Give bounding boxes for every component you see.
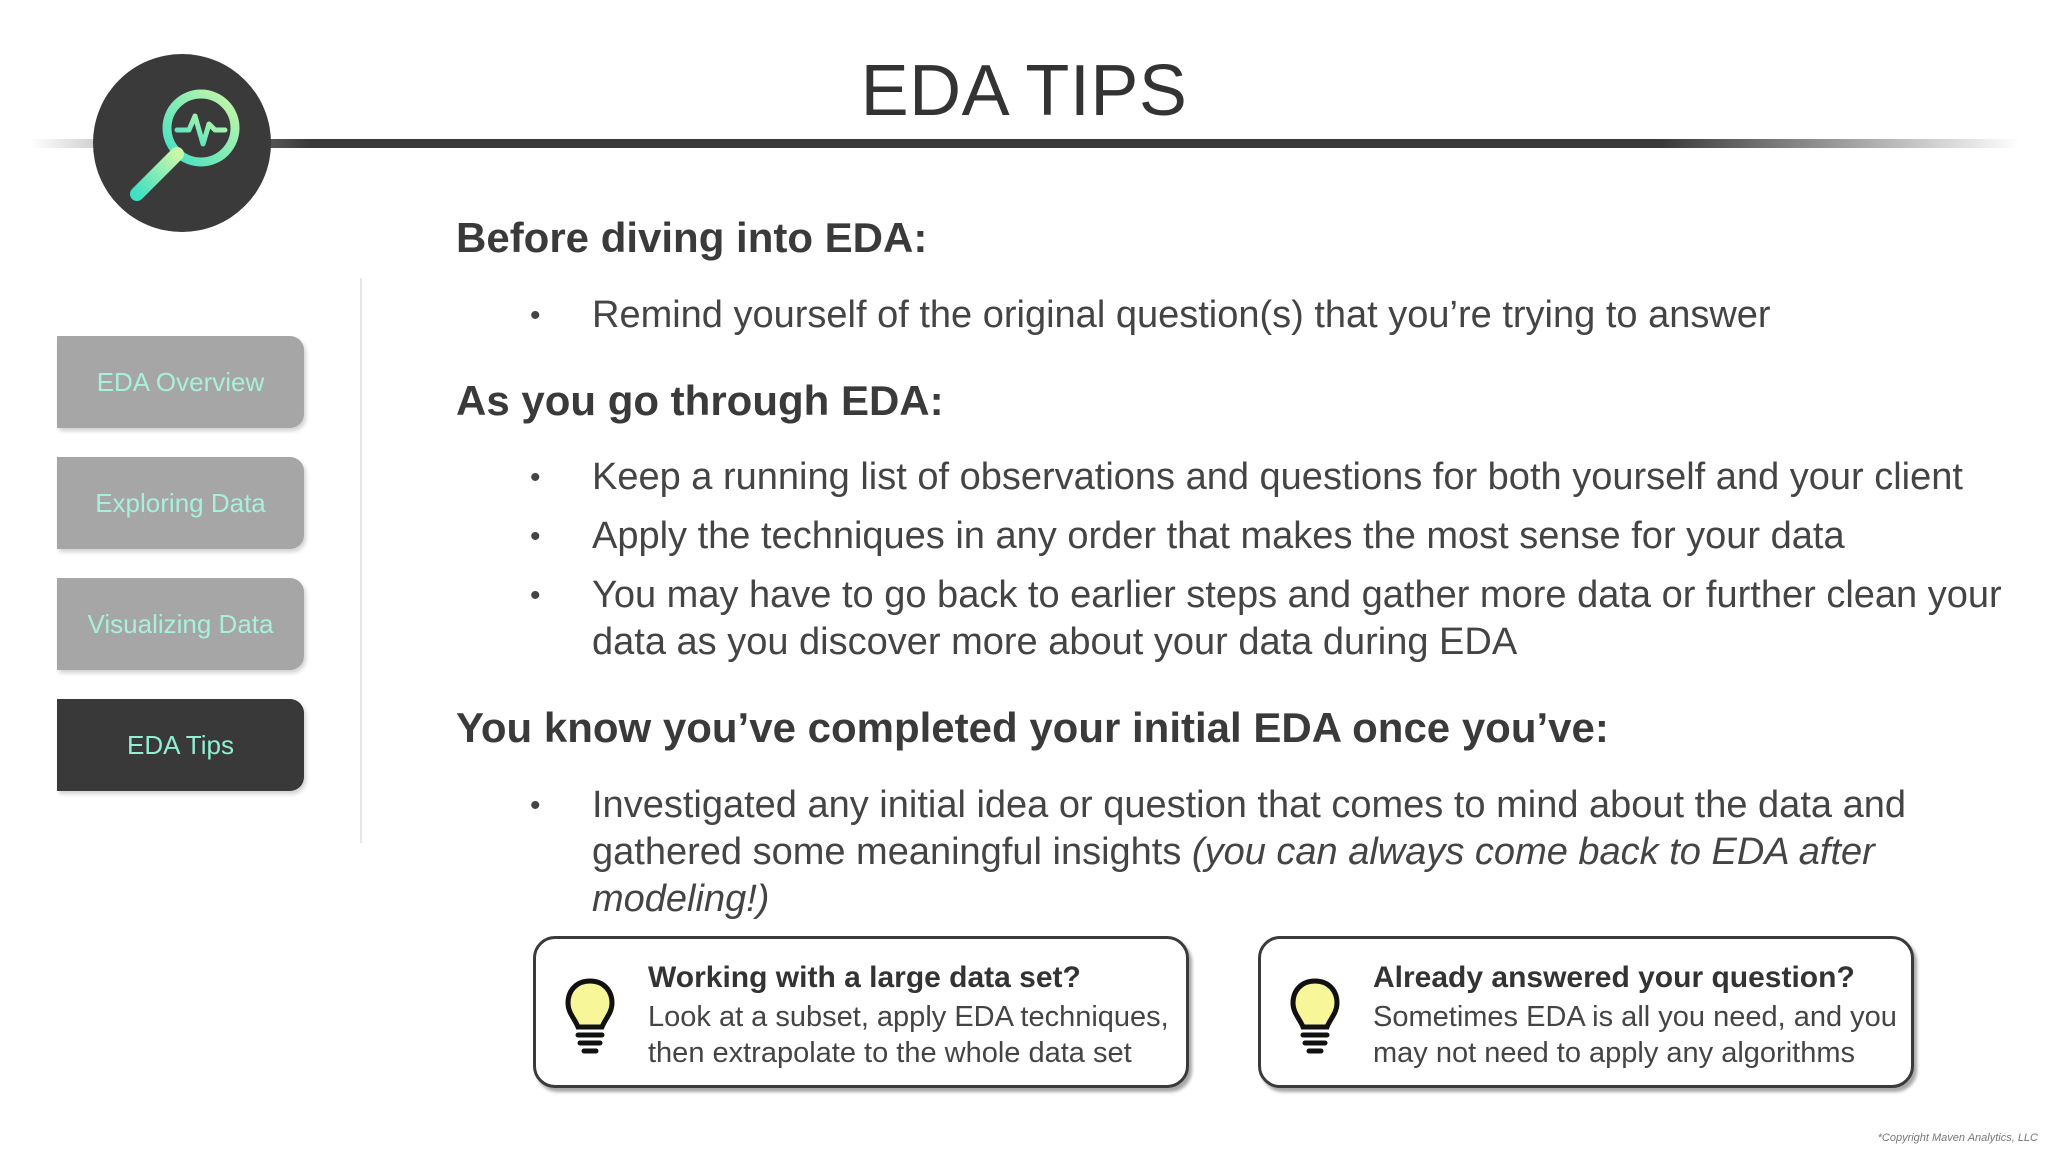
section-heading: You know you’ve completed your initial EDA once you’ve: xyxy=(456,704,1609,751)
sidebar-item-label: Exploring Data xyxy=(95,487,266,518)
tip-body: Sometimes EDA is all you need, and you may not need to apply any algorithms xyxy=(1373,1001,1897,1069)
bullet-list xyxy=(530,454,2010,678)
bullet-list xyxy=(530,782,2010,935)
sidebar-divider xyxy=(360,278,362,843)
sidebar-item-label: EDA Tips xyxy=(127,729,234,760)
italic-note: (you can always come back to EDA after modeling!) xyxy=(592,831,1875,920)
logo xyxy=(93,54,271,232)
tip-body: Look at a subset, apply EDA techniques, then extrapolate to the whole data set xyxy=(648,1001,1169,1069)
tip-card-large-data xyxy=(533,936,1189,1088)
sidebar-item-eda-tips[interactable] xyxy=(57,699,304,791)
sidebar-item-label: EDA Overview xyxy=(96,366,265,397)
lightbulb-icon xyxy=(564,977,616,1055)
sidebar-item-label: Visualizing Data xyxy=(87,608,274,639)
list-item: • Investigated any initial idea or question that comes to mind about the data and gathered some meaningful insights (you can always come back to EDA after modeling!) xyxy=(530,784,1906,920)
tip-title: Already answered your question? xyxy=(1373,961,1855,994)
bullet-list xyxy=(530,292,2010,351)
list-item: • Apply the techniques in any order that makes the most sense for your data xyxy=(530,515,1845,557)
sidebar-item-exploring-data[interactable] xyxy=(57,457,304,549)
list-item: • Keep a running list of observations and questions for both yourself and your client xyxy=(530,456,1963,498)
section-heading: As you go through EDA: xyxy=(456,377,944,424)
copyright-note: *Copyright Maven Analytics, LLC xyxy=(1877,1132,2038,1144)
page-title: EDA TIPS xyxy=(860,51,1188,131)
list-item: • You may have to go back to earlier steps and gather more data or further clean your data as you discover more about your data during EDA xyxy=(530,574,2002,663)
sidebar-item-visualizing-data[interactable] xyxy=(57,578,304,670)
list-item: • Remind yourself of the original question(s) that you’re trying to answer xyxy=(530,294,1771,336)
title-divider xyxy=(30,139,2020,148)
sidebar-item-eda-overview[interactable] xyxy=(57,336,304,428)
magnifier-pulse-icon xyxy=(93,54,271,232)
tip-card-answered-question xyxy=(1258,936,1914,1088)
section-heading: Before diving into EDA: xyxy=(456,214,928,261)
lightbulb-icon xyxy=(1289,977,1341,1055)
tip-title: Working with a large data set? xyxy=(648,961,1081,994)
